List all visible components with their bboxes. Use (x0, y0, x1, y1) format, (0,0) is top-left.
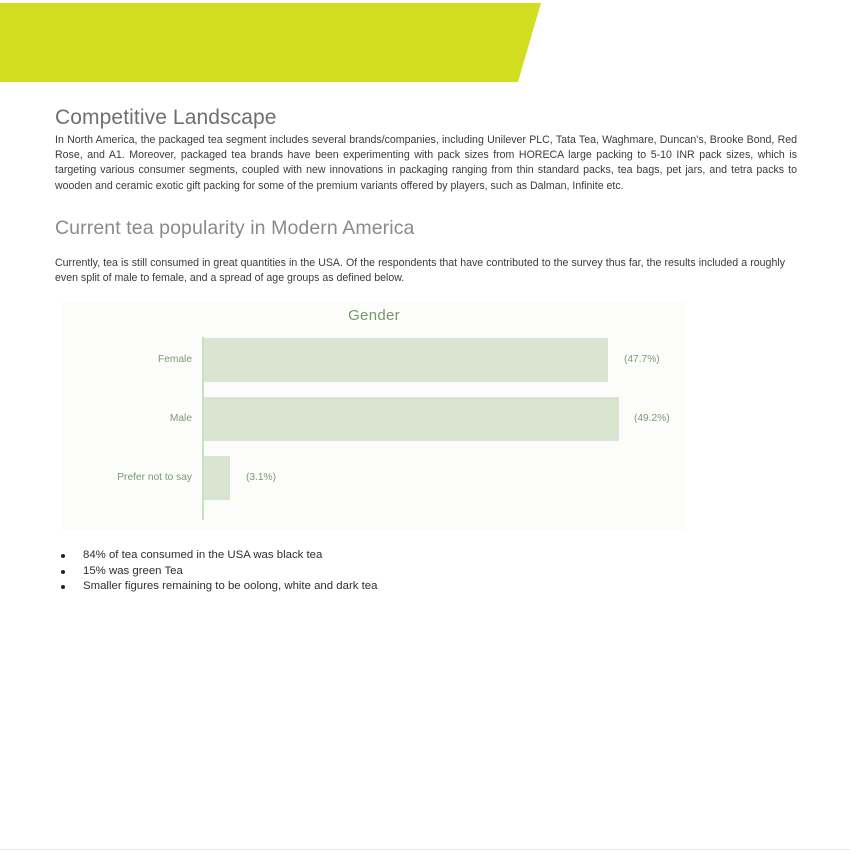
list-item (55, 564, 755, 580)
chart-category-label: Prefer not to say (117, 472, 192, 483)
chart-row-prefer-not-to-say (62, 456, 686, 500)
list-item-label: 15% was green Tea (83, 564, 183, 577)
chart-category-label: Male (169, 413, 192, 424)
chart-value-label: (3.1%) (246, 472, 277, 483)
chart-category-label: Female (158, 354, 192, 365)
bullet-dot-icon (61, 554, 65, 558)
list-item-label: 84% of tea consumed in the USA was black tea (83, 549, 323, 561)
chart-row-male (62, 397, 686, 441)
page-title: Competitive Landscape (55, 106, 277, 129)
chart-bar (204, 397, 619, 441)
chart-plot-area (62, 334, 686, 524)
chart-title: Gender (348, 307, 400, 324)
list-item (55, 579, 755, 595)
chart-bar (204, 456, 230, 500)
list-item-label: Smaller figures remaining to be oolong, white and dark tea (83, 580, 378, 593)
subsection-title: Current tea popularity in Modern America (55, 217, 415, 239)
bullet-dot-icon (61, 585, 65, 589)
chart-value-label: (49.2%) (634, 413, 670, 424)
paragraph-competitive-landscape: In North America, the packaged tea segment includes several brands/companies, including Unilever PLC, Tata Tea, Waghmare, Duncan's, Brooke Bond, Red Rose, and A1. Moreover, packaged tea brands have been experimenting with pack sizes from HORECA large packing to 5-10 INR pack sizes, which is targeting various consumer segments, coupled with new innovations in packaging ranging from thin standard packs, tea bags, pet jars, and tetra packs to wooden and ceramic exotic gift packing for some of the premium variants offered by players, such as Dalman, Infinite etc. (55, 134, 797, 192)
chart-row-female (62, 338, 686, 382)
key-findings-list (55, 548, 755, 595)
chart-bar (204, 338, 608, 382)
list-item (55, 548, 755, 564)
gender-bar-chart (62, 302, 686, 530)
paragraph-tea-popularity: Currently, tea is still consumed in great quantities in the USA. Of the respondents that have contributed to the survey thus far, the results included a roughly even split of male to female, and a spread of age groups as defined below. (55, 257, 785, 285)
header-banner (0, 0, 600, 90)
bullet-dot-icon (61, 570, 65, 574)
angled-banner-shape (0, 0, 600, 90)
chart-value-label: (47.7%) (624, 354, 660, 365)
